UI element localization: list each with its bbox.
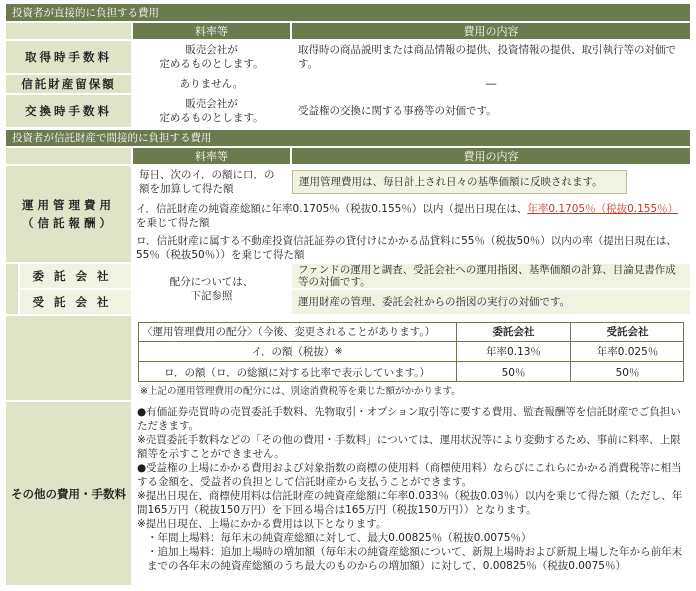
allocation-row2-v2: 50％ xyxy=(615,366,640,379)
other-fees-line: ※提出日現在、上場にかかる費用は以下となります。 xyxy=(137,518,387,530)
mgmt-fee-label xyxy=(6,166,131,262)
allocation-row2-label: ロ．の額（ロ．の総額に対する比率で表示しています。） xyxy=(138,362,457,382)
allocation-col-trustee: 受託会社 xyxy=(571,322,684,342)
trustor-left-indent xyxy=(6,264,18,314)
direct-header-content: 費用の内容 xyxy=(292,23,690,39)
indirect-section-title: 投資者が信託財産で間接的に負担する費用 xyxy=(6,130,690,146)
direct-row-label: 取得時手数料 xyxy=(6,41,131,73)
allocation-col-trustor: 委託会社 xyxy=(457,322,571,342)
direct-row-content: ― xyxy=(292,75,690,93)
other-fees-line: ●有価証券売買時の売買委託手数料、先物取引・オプション取引等に要する費用、監査報酬等を信託財産でご負担いただきます。 xyxy=(137,406,681,432)
indirect-header-rate: 料率等 xyxy=(133,148,290,164)
mgmt-fee-i-red: 年率0.1705％（税抜0.155％） xyxy=(527,203,679,215)
mgmt-fee-i-post: を乗じて得た額 xyxy=(136,217,210,229)
mgmt-fee-rate: 毎日、次のイ．の額に口．の額を加算して得た額 xyxy=(139,169,275,195)
direct-header-corner xyxy=(6,23,131,39)
allocation-row1-text: イ．の額（税抜） xyxy=(251,346,335,358)
direct-row-content: 取得時の商品説明または商品情報の提供、投資情報の提供、取引執行等の対価です。 xyxy=(292,41,690,73)
direct-row-rate: ありません。 xyxy=(133,75,290,93)
other-fees-line: ・年間上場料：毎年末の純資産総額に対して、最大0.00825％（税抜0.0075％） xyxy=(147,532,532,544)
mgmt-fee-content: 運用管理費用は、毎日計上され日々の基準価額に反映されます。 xyxy=(292,170,627,194)
direct-row-content: 受益権の交換に関する事務等の対価です。 xyxy=(292,95,690,127)
allocation-row1-sup: ※ xyxy=(334,346,343,357)
trustor-content: 運用財産の管理、委託会社からの指図の実行の対価です。 xyxy=(292,290,690,314)
direct-header-rate: 料率等 xyxy=(133,23,290,39)
direct-row-label: 交換時手数料 xyxy=(6,95,131,127)
mgmt-fee-i-text xyxy=(136,202,688,230)
trustor-label: 受託会社 xyxy=(20,290,131,314)
other-fees-line: ・追加上場料：追加上場時の増加額（毎年末の純資産総額について、新規上場時および新規上場した年から前年末までの各年末の純資産総額のうち最大のものからの増加額）に対して、0.00825％（税抜0.0075％） xyxy=(147,546,683,572)
allocation-row1-label xyxy=(138,342,457,362)
mgmt-fee-ro: ロ．信託財産に属する不動産投資信託証券の貸付けにかかる品貸料に55％（税抜50％）以内の率（提出日現在は、55％（税抜50％））を乗じて得た額 xyxy=(136,235,677,261)
direct-row-rate: 販売会社が 定めるものとします。 xyxy=(133,41,290,73)
mgmt-fee-label-line2: （信託報酬） xyxy=(22,216,115,230)
allocation-title: 〈運用管理費用の配分〉（今後、変更されることがあります。） xyxy=(138,322,457,342)
other-fees-line: ※売買委託手数料などの「その他の費用・手数料」については、運用状況等により変動するため、事前に料率、上限額等を示すことができません。 xyxy=(137,434,681,460)
mgmt-fee-label-line1: 運用管理費用 xyxy=(22,198,115,212)
direct-section-title: 投資者が直接的に負担する費用 xyxy=(6,4,690,21)
other-fees-line: ※提出日現在、商標使用料は信託財産の純資産総額に年率0.033％（税抜0.03％）以内を乗じて得た額（ただし、年間165万円（税抜150万円）を下回る場合は165万円（税抜150万円））となります。 xyxy=(137,490,683,516)
indirect-header-corner xyxy=(6,148,131,164)
other-fees-label: その他の費用・手数料 xyxy=(6,402,131,585)
mgmt-fee-i-pre: イ．信託財産の純資産総額に年率0.1705％（税抜0.155％）以内（提出日現在は、 xyxy=(136,203,528,215)
mgmt-fee-ro-text xyxy=(136,234,688,262)
allocation-left-label-bg xyxy=(6,316,131,400)
allocation-row2-v1: 50％ xyxy=(457,362,571,382)
trustor-label: 委託会社 xyxy=(20,264,131,288)
indirect-header-content: 費用の内容 xyxy=(292,148,690,164)
other-fees-line: ●受益権の上場にかかる費用および対象指数の商標の使用料（商標使用料）ならびにこれらにかかる消費税等に相当する金額を、受益者の負担として信託財産から支払うことができます。 xyxy=(137,462,682,488)
trustor-content: ファンドの運用と調査、受託会社への運用指図、基準価額の計算、目論見書作成等の対価です。 xyxy=(292,264,690,288)
allocation-note: ※上記の運用管理費用の配分には、別途消費税等を乗じた額がかかります。 xyxy=(140,386,461,397)
allocation-row1-v1: 年率0.13％ xyxy=(457,342,571,362)
other-fees-body xyxy=(133,402,690,585)
allocation-rate: 配分については、 下記参照 xyxy=(133,264,290,314)
allocation-row1-v2: 年率0.025％ xyxy=(571,342,684,362)
direct-row-label: 信託財産留保額 xyxy=(6,75,131,93)
direct-row-rate: 販売会社が 定めるものとします。 xyxy=(133,95,290,127)
